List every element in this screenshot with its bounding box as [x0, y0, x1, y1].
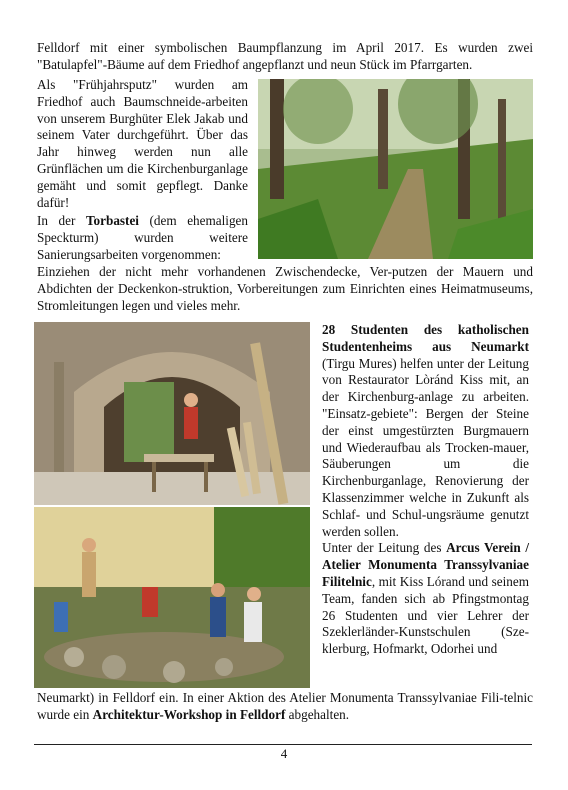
- forest-path-illustration: [258, 79, 533, 259]
- workshop-text: Neumarkt) in Felldorf ein. In einer Aktion des Atelier Monumenta Transsylvaniae Fili-telnic wurde ein: [37, 690, 533, 722]
- footer-rule: [34, 744, 532, 745]
- workshop-end: abgehalten.: [285, 706, 350, 722]
- workshop-students-photo: [34, 507, 310, 688]
- intro-paragraph: Felldorf mit einer symbolischen Baumpflanzung im April 2017. Es wurden zwei "Batulapfel"-Bäume auf dem Friedhof angepflanzt und neun Stück im Pfarrgarten.: [37, 40, 533, 72]
- forest-path-photo: [258, 79, 533, 259]
- spring-cleaning-paragraph: Als "Frühjahrsputz" wurden am Friedhof auch Baumschneide-arbeiten von unserem Burghüter Elek Jakab und seinem Vater durchgeführt. Über das Jahr hinweg werden nun alle Grünflächen um die Kirchenburganlage gemäht und somit gepflegt. Danke dafür!: [37, 77, 248, 210]
- students-bold-intro: 28 Studenten des katholischen Studentenheims aus Neumarkt: [322, 322, 529, 354]
- archway-renovation-photo: [34, 322, 310, 505]
- arcus-bold: Arcus Verein / Atelier Monumenta Transsylvaniae Filitelnic: [322, 540, 529, 589]
- torbastei-bold: Torbastei: [85, 213, 139, 228]
- arcus-text: , mit Kiss Lórand und seinem Team, fanden sich ab Pfingstmontag 26 Studenten und vier Lehrer der Szeklerländer-Kunstschulen (Sze-klerburg, Hofmarkt, Odorhei und: [322, 573, 529, 657]
- students-paragraph: [322, 322, 529, 658]
- students-text: (Tirgu Mures) helfen unter der Leitung von Restaurator Lòránd Kiss mit, an der Kirchenburg-anlage zu arbeiten. "Einsatz-gebiete": Bergen der Steine der einst umgestürzten Burgmauern und Wiederaufbau als Trocken-mauer, Säuberungen um die Kirchenburganlage, Renovierung der Klassenzimmer welche in Zukunft als Schlaf- und Schul-ungsräume genutzt werden sollen.: [322, 355, 529, 539]
- torbastei-prefix: In der: [37, 213, 86, 228]
- page-number: 4: [280, 746, 288, 761]
- workshop-paragraph: [37, 690, 533, 724]
- torbastei-paragraph: [37, 213, 248, 263]
- arcus-prefix: Unter der Leitung des: [322, 540, 447, 556]
- archway-illustration: [34, 322, 310, 505]
- workshop-bold: Architektur-Workshop in Felldorf: [92, 706, 286, 722]
- renovation-list-paragraph: Einziehen der nicht mehr vorhandenen Zwischendecke, Ver-putzen der Mauern und Abdichten der Deckenkon-struktion, Vorbereitungen zum Einrichten eines Heimatmuseums, Stromleitungen legen und vieles mehr.: [37, 264, 533, 313]
- workshop-illustration: [34, 507, 310, 688]
- torbastei-text: (dem ehemaligen Speckturm) wurden weitere Sanierungsarbeiten vorgenommen:: [37, 213, 248, 262]
